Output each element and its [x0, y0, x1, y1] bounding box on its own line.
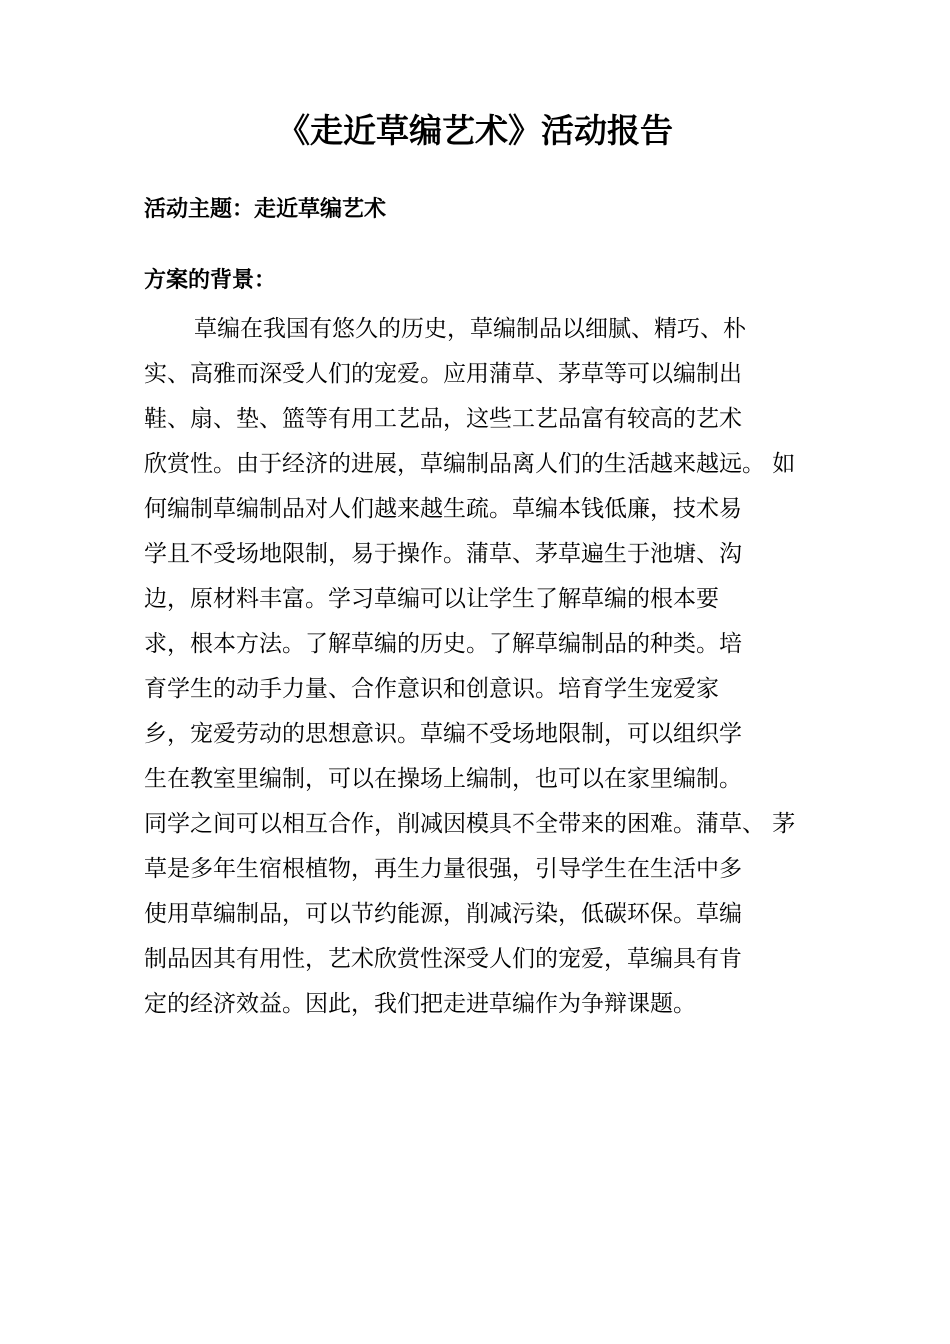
- paragraph-line: 何编制草编制品对人们越来越生疏。草编本钱低廉，技术易: [144, 496, 742, 522]
- paragraph-line: 实、高雅而深受人们的宠爱。应用蒲草、茅草等可以编制出: [144, 361, 742, 387]
- activity-topic: [144, 194, 386, 226]
- paragraph-line: 学且不受场地限制，易于操作。蒲草、茅草遍生于池塘、沟: [144, 541, 742, 567]
- paragraph-line: 定的经济效益。因此，我们把走进草编作为争辩课题。: [144, 991, 696, 1017]
- paragraph-line: 草编在我国有悠久的历史，草编制品以细腻、精巧、朴: [194, 316, 746, 342]
- activity-topic-value: 走近草编艺术: [254, 197, 387, 222]
- background-paragraph: [144, 307, 810, 1027]
- paragraph-line: 求，根本方法。了解草编的历史。了解草编制品的种类。培: [144, 631, 742, 657]
- paragraph-line: 鞋、扇、垫、篮等有用工艺品，这些工艺品富有较高的艺术: [144, 406, 742, 432]
- paragraph-line: 同学之间可以相互合作，削减因模具不全带来的困难。蒲草、 茅: [144, 811, 796, 837]
- paragraph-line: 使用草编制品，可以节约能源，削减污染，低碳环保。草编: [144, 901, 742, 927]
- background-heading: 方案的背景：: [144, 268, 277, 293]
- paragraph-line: 育学生的动手力量、合作意识和创意识。培育学生宠爱家: [144, 676, 719, 702]
- paragraph-line: 制品因其有用性，艺术欣赏性深受人们的宠爱，草编具有肯: [144, 946, 742, 972]
- document-title: 《走近草编艺术》活动报告: [277, 111, 673, 150]
- paragraph-line: 乡，宠爱劳动的思想意识。草编不受场地限制，可以组织学: [144, 721, 742, 747]
- paragraph-line: 生在教室里编制，可以在操场上编制，也可以在家里编制。: [144, 766, 742, 792]
- paragraph-line: 欣赏性。由于经济的进展，草编制品离人们的生活越来越远。 如: [144, 451, 796, 477]
- paragraph-line: 草是多年生宿根植物，再生力量很强，引导学生在生活中多: [144, 856, 742, 882]
- activity-topic-label: 活动主题：: [144, 197, 255, 222]
- paragraph-line: 边，原材料丰富。学习草编可以让学生了解草编的根本要: [144, 586, 719, 612]
